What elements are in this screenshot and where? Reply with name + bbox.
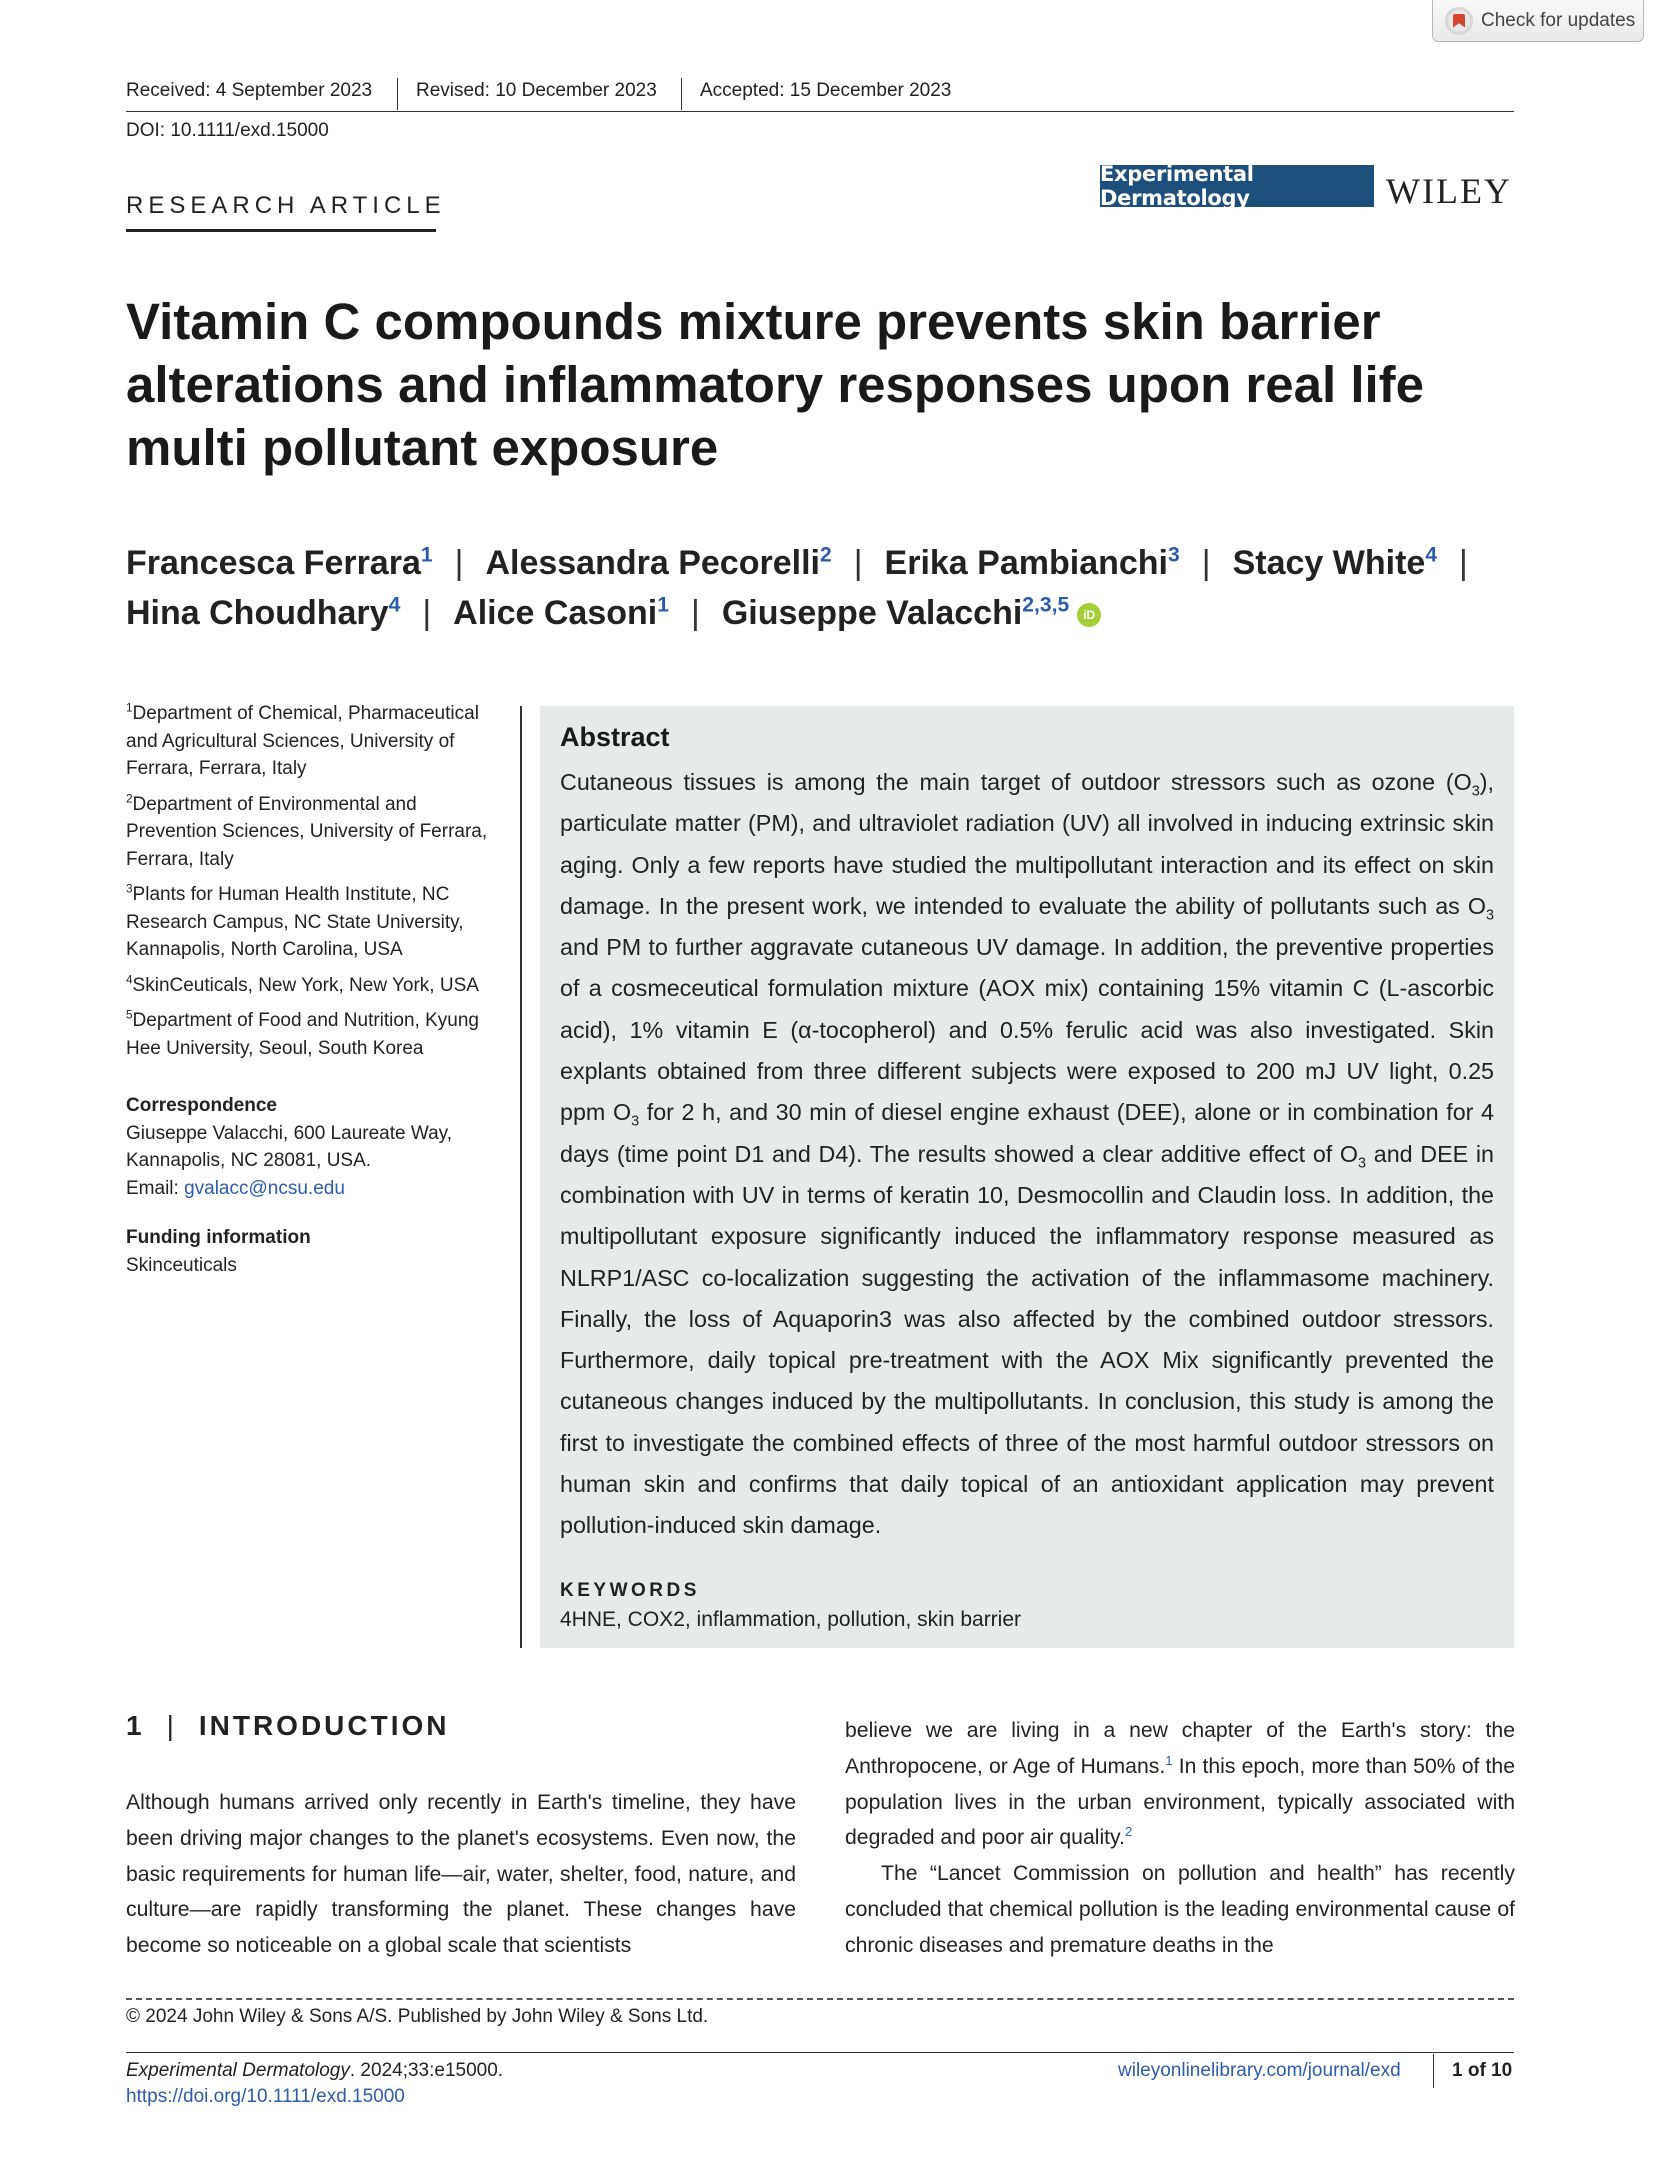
reference-link[interactable]: 2 (1124, 1824, 1133, 1840)
affiliation: $^2$Department of Environmental and Prevention Sciences, University of Ferrara, Ferrara, Italy (126, 792, 488, 870)
journal-logo: Experimental Dermatology (1100, 165, 1374, 207)
intro-paragraph: The “Lancet Commission on pollution and health” has recently concluded that chemical pollution is the leading environmental cause of chronic diseases and premature deaths in the (845, 1862, 1515, 1957)
funding-heading: Funding information (126, 1227, 311, 1248)
footnote-separator (126, 1998, 1514, 2000)
abstract-text: Cutaneous tissues is among the main target of outdoor stressors such as ozone $(O_3)$, particulate matter (PM), and ultraviolet radiation (UV) all involved in inducing extrinsic skin aging. Only a few reports have studied the multipollutant interaction and its effect on skin damage. In the present work, we intended to evaluate the ability of pollutants such as $O_3$ and PM to further aggravate cutaneous UV damage. In addition, the preventive properties of a cosmeceutical formulation mixture (AOX mix) containing 15% vitamin C (L-ascorbic acid), 1% vitamin E (α-tocopherol) and 0.5% ferulic acid was also investigated. Skin explants obtained from three different subjects were exposed to 200 mJ UV light, 0.25 ppm $O_3$ for 2 h, and 30 min of diesel engine exhaust (DEE), alone or in combination for 4 days (time point D1 and D4). The results showed a clear additive effect of $O_3$ and DEE in combination with UV in terms of keratin 10, Desmocollin and Claudin loss. In addition, the multipollutant exposure significantly induced the inflammatory response measured as NLRP1/ASC co-localization suggesting the activation of the inflammasome machinery. Finally, the loss of Aquaporin3 was also affected by the combined outdoor stressors. Furthermore, daily topical pre-treatment with the AOX Mix significantly prevented the cutaneous changes induced by the multipollutants. In conclusion, this study is among the first to investigate the combined effects of three of the most harmful outdoor stressors on human skin and confirms that daily topical of an antioxidant application may prevent pollution-induced skin damage. (560, 769, 1494, 1539)
journal-site-link[interactable]: wileyonlinelibrary.com/journal/exd (1118, 2060, 1401, 2081)
article-doi: DOI: 10.1111/exd.15000 (126, 120, 329, 141)
publisher-logo: WILEY (1386, 171, 1512, 211)
doi-link[interactable]: https://doi.org/10.1111/exd.15000 (126, 2086, 405, 2107)
check-for-updates-button[interactable] (1432, 0, 1644, 42)
received-date: Received: 4 September 2023 (126, 80, 373, 101)
author[interactable]: Francesca Ferrara$^1$ (126, 543, 433, 582)
funding-text: Skinceuticals (126, 1254, 237, 1276)
orcid-icon[interactable]: iD (1077, 603, 1101, 627)
author[interactable]: Giuseppe Valacchi$^{2,3,5}$ (721, 593, 1070, 632)
author[interactable]: Hina Choudhary$^4$ (126, 593, 401, 632)
date-separator (397, 78, 398, 110)
correspondence-address: Giuseppe Valacchi, 600 Laureate Way, Kannapolis, NC 28081, USA. Email: gvalacc@ncsu.edu (126, 1122, 453, 1199)
footer-rule (126, 2052, 1514, 2053)
article-dates (126, 78, 1514, 110)
intro-paragraph: believe we are living in a new chapter of the Earth's story: the Anthropocene, or Age of Humans.$^1$ In this epoch, more than 50% of the population lives in the urban environment, typically associated with degraded and poor air quality.$^2$ (845, 1719, 1515, 1850)
affiliation: $^4$SkinCeuticals, New York, New York, USA (126, 973, 479, 996)
check-for-updates-label: Check for updates (1481, 9, 1636, 31)
author[interactable]: Erika Pambianchi$^3$ (884, 543, 1180, 582)
revised-date: Revised: 10 December 2023 (416, 80, 657, 101)
journal-citation: Experimental Dermatology. 2024;33:e15000. (126, 2060, 504, 2081)
footer-separator (1433, 2054, 1434, 2088)
date-separator (681, 78, 682, 110)
header-rule (126, 111, 1514, 112)
copyright: © 2024 John Wiley & Sons A/S. Published by John Wiley & Sons Ltd. (126, 2006, 709, 2027)
author[interactable]: Stacy White$^4$ (1232, 543, 1438, 582)
section-heading: 1 | INTRODUCTION (126, 1710, 450, 1741)
affiliations (126, 700, 511, 1279)
page-number: 1 of 10 (1452, 2060, 1513, 2081)
article-type-underline (126, 229, 436, 232)
intro-column-right (845, 1713, 1515, 1985)
author-list: Francesca Ferrara$^1$ | Alessandra Pecorelli$^2$ | Erika Pambianchi$^3$ | Stacy White$^4$ | Hina Choudhary$^4$ | Alice Casoni$^1$ | Giuseppe Valacchi$^{2,3,5}$ iD (126, 543, 1468, 632)
affiliation: $^1$Department of Chemical, Pharmaceutical and Agricultural Sciences, University of Ferrara, Ferrara, Italy (126, 701, 479, 779)
reference-link[interactable]: 1 (1165, 1752, 1173, 1768)
author[interactable]: Alessandra Pecorelli$^2$ (485, 543, 832, 582)
bookmark-icon (1445, 7, 1473, 35)
accepted-date: Accepted: 15 December 2023 (700, 80, 952, 101)
article-title: Vitamin C compounds mixture prevents skin barrier alterations and inflammatory responses upon real life multi pollutant exposure (126, 293, 1425, 476)
affiliation: $^5$Department of Food and Nutrition, Kyung Hee University, Seoul, South Korea (126, 1008, 479, 1059)
intro-paragraph-left: Although humans arrived only recently in Earth's timeline, they have been driving major changes to the planet's ecosystems. Even now, the basic requirements for human life—air, water, shelter, food, nature, and culture—are rapidly transforming the planet. These changes have become so noticeable on a global scale that scientists (126, 1791, 796, 1958)
article-type: RESEARCH ARTICLE (126, 192, 446, 219)
author[interactable]: Alice Casoni$^1$ (453, 593, 669, 632)
keywords-list: 4HNE, COX2, inflammation, pollution, skin barrier (560, 1608, 1022, 1631)
correspondence-heading: Correspondence (126, 1095, 277, 1116)
keywords-heading: KEYWORDS (560, 1580, 700, 1601)
email-link[interactable]: gvalacc@ncsu.edu (184, 1177, 345, 1199)
column-divider (520, 706, 522, 1648)
affiliation: $^3$Plants for Human Health Institute, NC Research Campus, NC State University, Kannapolis, North Carolina, USA (126, 882, 464, 960)
abstract-heading: Abstract (560, 722, 670, 752)
